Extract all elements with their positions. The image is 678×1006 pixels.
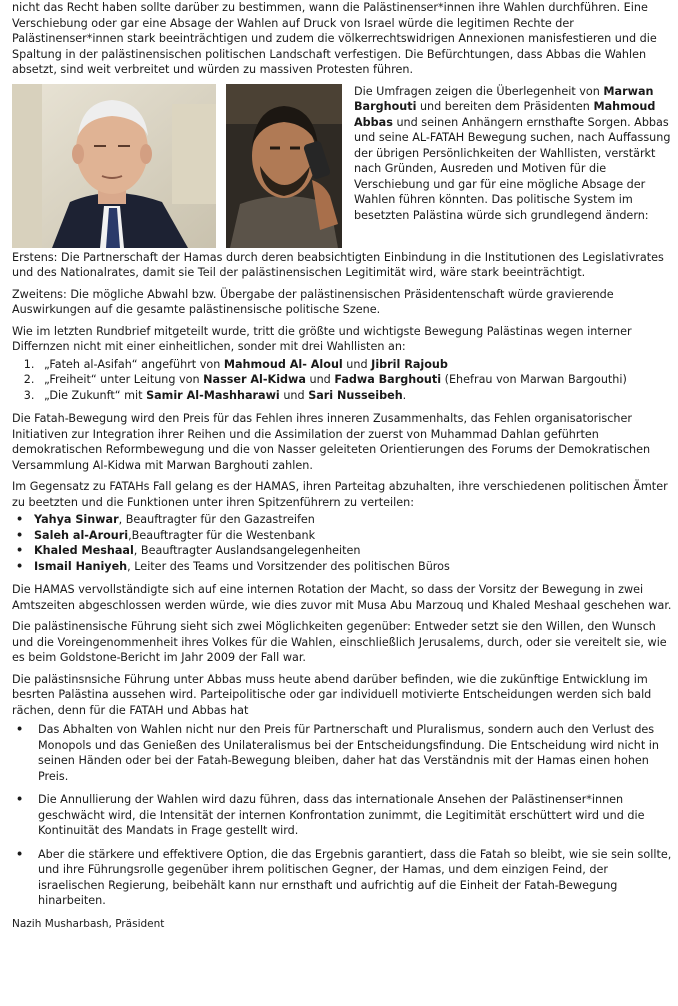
poll-text-1: Die Umfragen zeigen die Überlegenheit von: [354, 84, 600, 98]
options-list: [12, 722, 672, 909]
photo-side-text: [354, 84, 672, 224]
photo-marwan-barghouti: [226, 84, 342, 248]
list-item: 3. „Die Zukunft“ mit Samir Al-Mashharawi und Sari Nusseibeh.: [38, 388, 672, 404]
rundbrief-paragraph: Wie im letzten Rundbrief mitgeteilt wurde, tritt die größte und wichtigste Bewegung Palästinas wegen interner Differnzen nicht mit einer einheitlichen, sonder mit drei Wahllisten an:: [12, 324, 632, 353]
hamas-intro-paragraph: Im Gegensatz zu FATAHs Fall gelang es der HAMAS, ihren Parteitag abzuhalten, ihre verschiedenen politischen Ämter zu beetzten und die Funktionen unter ihren Spitzenführern zu verteilen:: [12, 480, 668, 509]
list-item: • Khaled Meshaal, Beauftragter Auslandsangelegenheiten: [34, 543, 672, 559]
list-item: • Das Abhalten von Wahlen nicht nur den Preis für Partnerschaft und Pluralismus, sondern auch den Verlust des Monopols und das Genießen des Unilateralismus bei der Entscheidungsfindung. Die Entscheidung wird nicht in seinen Händen oder bei der Fatah-Bewegung bleiben, daher hat das Verständnis mit der Hamas einen hohen Preis.: [38, 722, 672, 784]
hamas-leaders-list: [12, 512, 672, 574]
photo-row: [12, 84, 672, 248]
list-item: • Aber die stärkere und effektivere Option, die das Ergebnis garantiert, dass die Fatah so bleibt, wie sie sein sollte, und ihre Führungsrolle gegenüber ihrem politischen Gegner, der Hamas, und dem einzigen Feind, der israelischen Regierung, beibehält kann nur ernsthaft und aufrichtig auf die Einheit der Fatah-Bewegung hinarbeiten.: [38, 847, 672, 909]
poll-text-2: und bereiten dem Präsidenten: [416, 100, 590, 113]
name-mahmoud-abbas: Mahmoud Abbas: [354, 100, 656, 129]
poll-text-3: und seinen Anhängern ernsthafte Sorgen. Abbas und seine AL-FATAH Bewegung suchen, nach Auffassung der übrigen Persönlichkeiten der Wahllisten, verstärkt nach Gründen, Ausreden und Motiven für die Verschiebung und gar für eine mögliche Absage der Wahlen führen könnten. Das politische System im besetzten Palästina würde sich grundlegend ändern:: [354, 115, 671, 222]
leadership-paragraph: Die palästinensische Führung sieht sich zwei Möglichkeiten gegenüber: Entweder setzt sie den Willen, den Wunsch und die Voreingenommenheit ihres Volkes für die Wahlen, einschließlich Jerusalems, durch, oder sie vereitelt sie, wie es beim Goldstone-Bericht im Jahr 2009 der Fall war.: [12, 620, 667, 664]
intro-paragraph: nicht das Recht haben sollte darüber zu bestimmen, wann die Palästinenser*innen ihre Wahlen durchführen. Eine Verschiebung oder gar eine Absage der Wahlen auf Druck von Israel würde die legitimen Rechte der Palästinenser*innen stark beeinträchtigen und zudem die völkerrechtswidrigen Annexionen manisfestieren und die Spaltung in der palästinensischen politischen Landschaft verfestigen. Die Befürchtungen, dass Abbas die Wahlen absetzt, sind weit verbreitet und würden zu massiven Protesten führen.: [12, 1, 657, 76]
list-item: • Die Annullierung der Wahlen wird dazu führen, dass das internationale Ansehen der Palästinenser*innen geschwächt wird, die Intensität der internen Konfrontation zunimmt, die Legitimität erschüttert wird und die Kontinuität des Mandats in Frage gestellt wird.: [38, 792, 672, 839]
photo-mahmoud-abbas: [12, 84, 216, 248]
abbas-portrait-image: [12, 84, 216, 248]
list-item: 1. „Fateh al-Asifah“ angeführt von Mahmoud Al- Aloul und Jibril Rajoub: [38, 357, 672, 373]
list-item: • Yahya Sinwar, Beauftragter für den Gazastreifen: [34, 512, 672, 528]
fatah-price-paragraph: Die Fatah-Bewegung wird den Preis für das Fehlen ihres inneren Zusammenhalts, das Fehlen organisatorischer Initiativen zur Integration ihrer Reihen und die Assimilation der zuerst von Muhammad Dahlan geführten demokratischen Reformbewegung und die von Nasser geleiteten Orientierungen des Forums der Demokratischen Versammlung Al-Kidwa mit Marwan Barghouti zahlen.: [12, 412, 651, 472]
abbas-decision-paragraph: Die palästinsnsiche Führung unter Abbas muss heute abend darüber befinden, wie die zukünftige Entwicklung im besrten Palästina aussehen wird. Parteipolitische oder gar individuell motivierte Entscheidungen werden sich bald rächen, denn für die FATAH und Abbas hat: [12, 672, 652, 717]
barghouti-portrait-image: [226, 84, 342, 248]
first-point: Erstens: Die Partnerschaft der Hamas durch deren beabsichtigten Einbindung in die Institutionen des Legislativrates und des Nationalrates, damit sie Teil der palästinensischen Legitimität wird, wäre stark beeinträchtigt.: [12, 250, 664, 279]
list-item: • Saleh al-Arouri,Beauftragter für die Westenbank: [34, 528, 672, 544]
electoral-lists: [12, 357, 672, 404]
list-item: 2. „Freiheit“ unter Leitung von Nasser Al-Kidwa und Fadwa Barghouti (Ehefrau von Marwan Bargouthi): [38, 372, 672, 388]
list-item: • Ismail Haniyeh, Leiter des Teams und Vorsitzender des politischen Büros: [34, 559, 672, 575]
name-marwan-barghouti: Marwan Barghouti: [354, 84, 654, 113]
hamas-rotation-paragraph: Die HAMAS vervollständigte sich auf eine internen Rotation der Macht, so dass der Vorsitz der Bewegung in zwei Amtszeiten abgeschlossen werden würde, wie dies zuvor mit Musa Abu Marzouq und Khaled Meshaal geschehen war.: [12, 583, 672, 612]
signature: Nazih Musharbash, Präsident: [12, 917, 165, 930]
second-point: Zweitens: Die mögliche Abwahl bzw. Übergabe der palästinensischen Präsidentenschaft würde gravierende Auswirkungen auf die gesamte palästinensische politische Szene.: [12, 287, 614, 316]
